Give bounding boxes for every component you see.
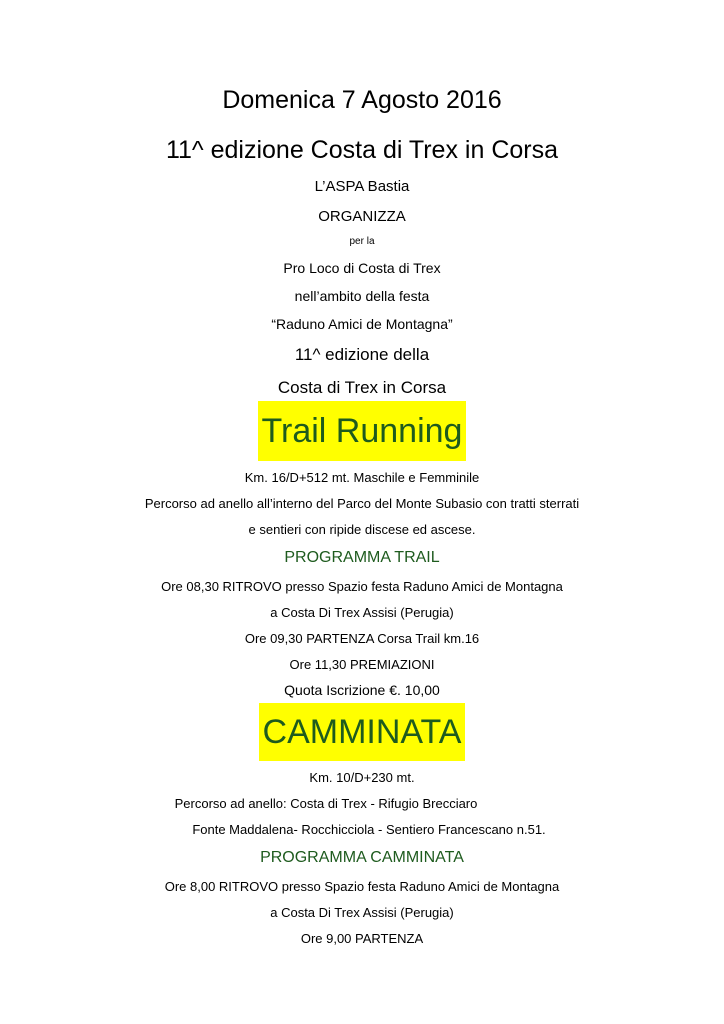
raduno-line: “Raduno Amici de Montagna” [271,316,453,332]
trail-program-line-3: Ore 09,30 PARTENZA Corsa Trail km.16 [244,631,480,646]
organizza-label: ORGANIZZA [318,208,406,225]
trail-program-line-2: a Costa Di Trex Assisi (Perugia) [270,605,454,620]
corsa-line: Costa di Trex in Corsa [277,378,447,397]
walk-program-line-2: a Costa Di Trex Assisi (Perugia) [270,905,454,920]
pro-loco-line: Pro Loco di Costa di Trex [283,260,441,276]
organizer-name: L’ASPA Bastia [314,178,410,195]
edizione-della-line: 11^ edizione della [294,345,430,364]
trail-distance: Km. 16/D+512 mt. Maschile e Femminile [244,470,480,485]
camminata-title: CAMMINATA [0,703,724,761]
trail-program-line-1: Ore 08,30 RITROVO presso Spazio festa Raduno Amici de Montagna [161,579,563,594]
trail-route-line-2: e sentieri con ripide discese ed ascese. [248,522,476,537]
trail-program-heading: PROGRAMMA TRAIL [284,549,440,566]
trail-fee: Quota Iscrizione €. 10,00 [284,682,440,698]
trail-route-line-1: Percorso ad anello all’interno del Parco del Monte Subasio con tratti sterrati [144,496,580,511]
walk-program-heading: PROGRAMMA CAMMINATA [260,849,464,866]
trail-running-title: Trail Running [0,401,724,461]
edition-title: 11^ edizione Costa di Trex in Corsa [165,136,559,164]
walk-route-line-2: Fonte Maddalena- Rocchicciola - Sentiero Francescano n.51. [192,822,546,837]
per-la-label: per la [349,236,375,247]
walk-program-line-3: Ore 9,00 PARTENZA [300,931,424,946]
walk-distance: Km. 10/D+230 mt. [309,770,415,785]
walk-route-line-1: Percorso ad anello: Costa di Trex - Rifugio Brecciaro [174,796,478,811]
event-date: Domenica 7 Agosto 2016 [222,86,502,114]
ambito-line: nell’ambito della festa [294,288,430,304]
walk-program-line-1: Ore 8,00 RITROVO presso Spazio festa Raduno Amici de Montagna [164,879,560,894]
trail-program-line-4: Ore 11,30 PREMIAZIONI [289,657,435,672]
